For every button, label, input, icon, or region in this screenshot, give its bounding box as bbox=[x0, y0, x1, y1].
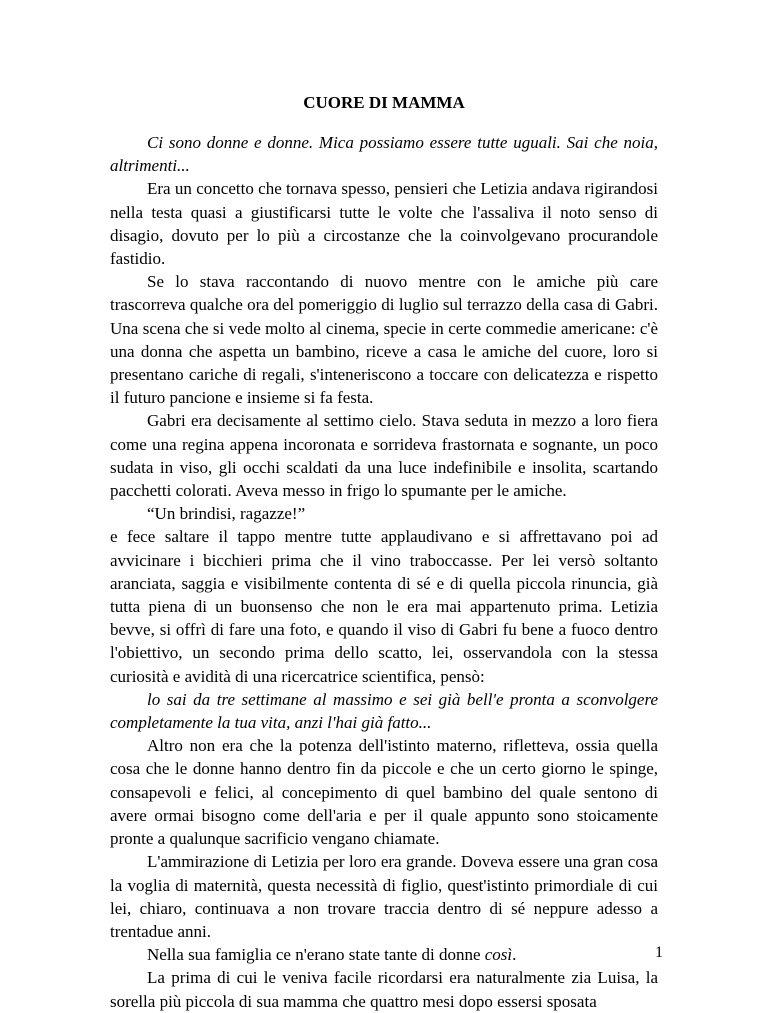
page-number: 1 bbox=[655, 944, 663, 961]
paragraph-tail: . bbox=[512, 945, 517, 965]
paragraph: lo sai da tre settimane al massimo e sei già bell'e pronta a sconvolgere completamente la tua vita, anzi l'hai già fatto... bbox=[110, 689, 658, 733]
paragraph: Se lo stava raccontando di nuovo mentre con le amiche più care trascorreva qualche ora del pomeriggio di luglio sul terrazzo della casa di Gabri. Una scena che si vede molto al cinema, specie in certe commedie americane: c'è una donna che aspetta un bambino, riceve a casa le amiche del cuore, loro si presentano cariche di regali, s'inteneriscono a toccare con delicatezza e rispetto il futuro pancione e insieme si fa festa. bbox=[110, 272, 658, 408]
paragraph: La prima di cui le veniva facile ricordarsi era naturalmente zia Luisa, la sorella più piccola di sua mamma che quattro mesi dopo essersi sposata bbox=[110, 968, 658, 1011]
paragraph: Ci sono donne e donne. Mica possiamo essere tutte uguali. Sai che noia, altrimenti... bbox=[110, 133, 658, 176]
paragraph: e fece saltare il tappo mentre tutte applaudivano e si affrettavano poi ad avvicinare i bicchieri prima che il vino traboccasse. Per lei versò soltanto aranciata, saggia e visibilmente contenta di sé e di quella piccola rinuncia, già tutta piena di un buonsenso che non le era mai appartenuto prima. Letizia bevve, si offrì di fare una foto, e quando il viso di Gabri fu bene a fuoco dentro l'obiettivo, un secondo prima dello scatto, lei, osservandola con la stessa curiosità e avidità di una ricercatrice scientifica, pensò: bbox=[110, 527, 658, 686]
paragraph: Era un concetto che tornava spesso, pensieri che Letizia andava rigirandosi nella testa quasi a giustificarsi tutte le volte che l'assaliva il noto senso di disagio, dovuto per lo più a circostanze che la coinvolgevano procurandole fastidio. bbox=[110, 179, 658, 269]
paragraph: “Un brindisi, ragazze!” bbox=[147, 504, 306, 524]
document-body bbox=[110, 131, 658, 1013]
italic-word: così bbox=[484, 945, 513, 965]
document-title: CUORE DI MAMMA bbox=[303, 93, 465, 112]
paragraph bbox=[110, 943, 658, 966]
paragraph-text: Nella sua famiglia ce n'erano state tante di donne bbox=[147, 945, 485, 965]
paragraph: Altro non era che la potenza dell'istinto materno, rifletteva, ossia quella cosa che le donne hanno dentro fin da piccole e che un certo giorno le spinge, consapevoli e felici, al concepimento di quel bambino del quale sentono di avere ormai bisogno come dell'aria e per il quale appunto sono stoicamente pronte a qualunque sacrificio vengano chiamate. bbox=[110, 736, 658, 849]
paragraph: Gabri era decisamente al settimo cielo. Stava seduta in mezzo a loro fiera come una regina appena incoronata e sorrideva frastornata e sognante, un poco sudata in viso, gli occhi scaldati da una luce indefinibile e insolita, scartando pacchetti colorati. Aveva messo in frigo lo spumante per le amiche. bbox=[110, 411, 658, 501]
paragraph: L'ammirazione di Letizia per loro era grande. Doveva essere una gran cosa la voglia di maternità, questa necessità di figlio, quest'istinto primordiale di cui lei, chiaro, continuava a non trovare traccia dentro di sé neppure adesso a trentadue anni. bbox=[110, 852, 658, 941]
